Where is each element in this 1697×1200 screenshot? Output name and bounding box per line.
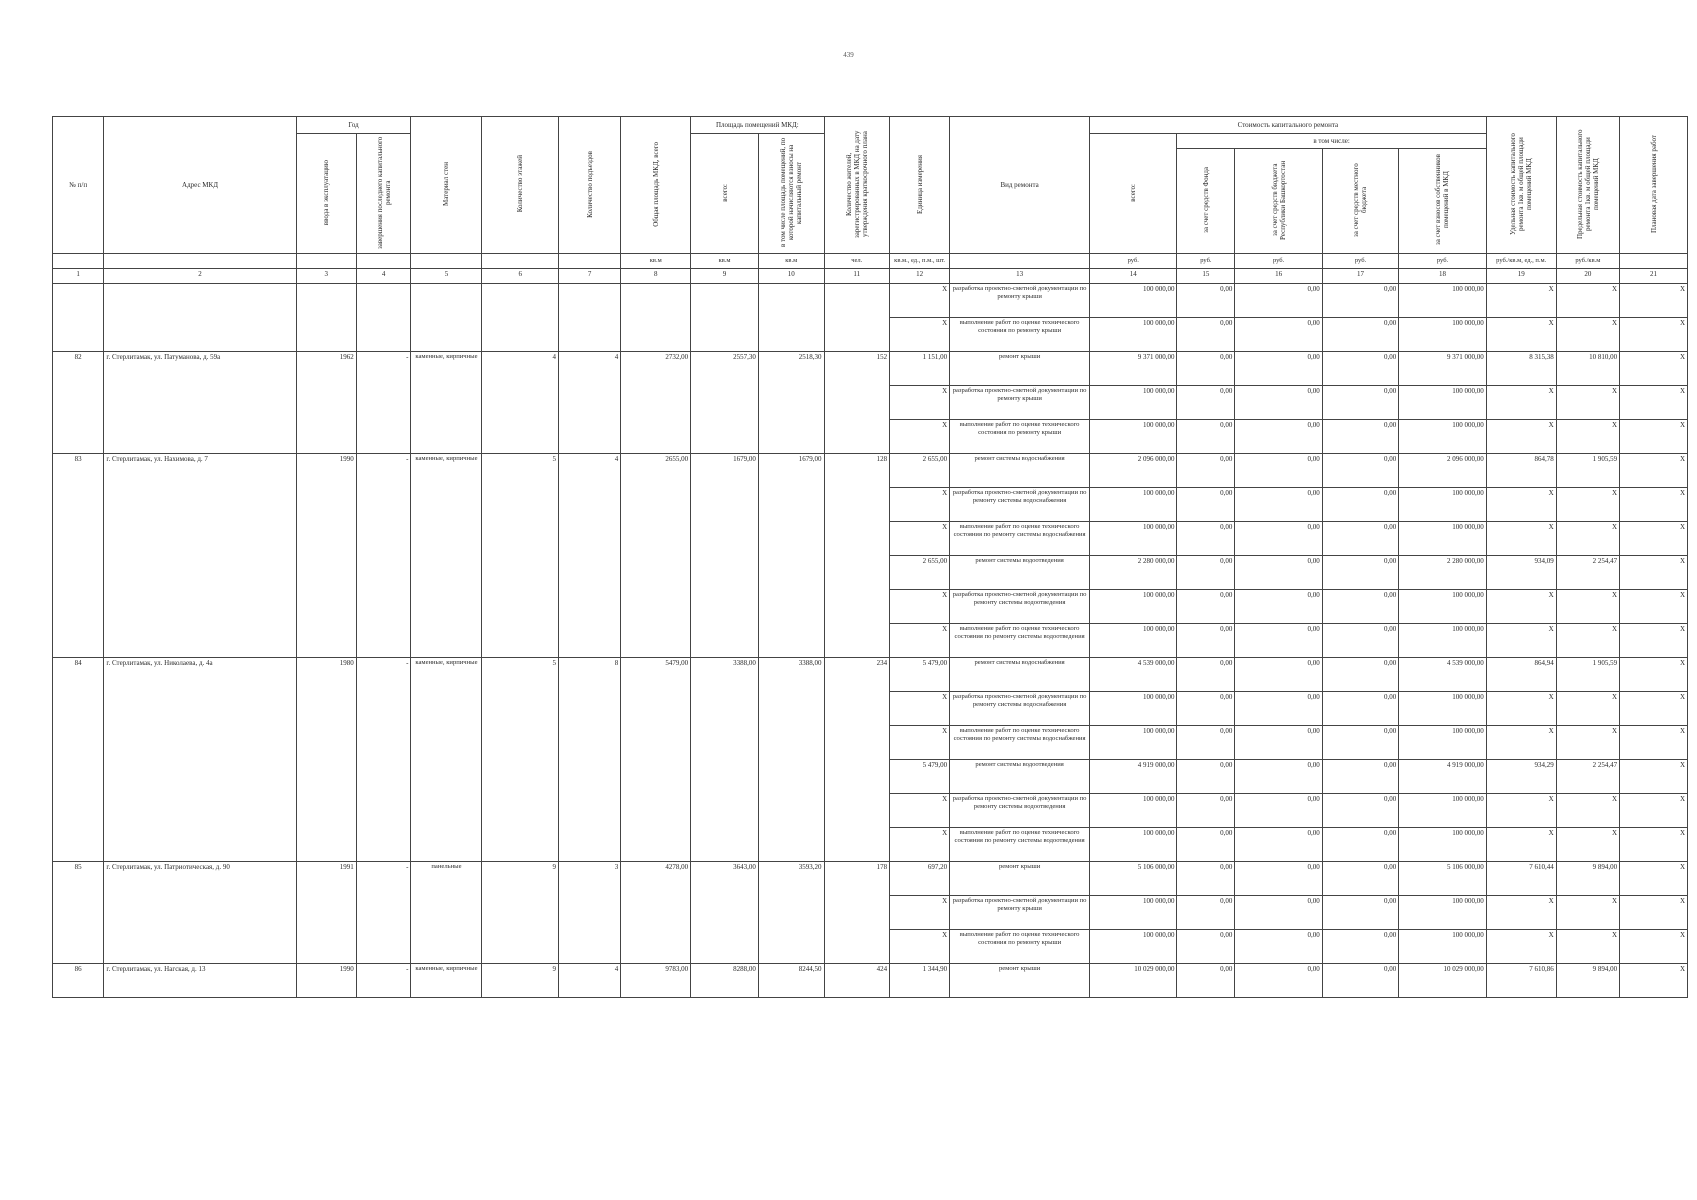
header-entrances: Количество подъездов [558,117,620,254]
table-row: X выполнение работ по оценке технического состояния по ремонту системы водоотведения 100 000,00 0,00 0,00 0,00 100 000,00 X X X [53,624,1688,658]
unit-12: кв.м., ед., п.м., шт. [890,254,950,269]
unit-10: кв.м [758,254,824,269]
header-limit-cost: Предельная стоимость капитального ремонта 1кв. м общей площади помещений МКД [1556,117,1619,254]
header-unit: Единица измерения [890,117,950,254]
table-row: X разработка проектно-сметной документации по ремонту крыши 100 000,00 0,00 0,00 0,00 100 000,00 X X X [53,386,1688,420]
table-row: X выполнение работ по оценке технического состояния по ремонту крыши 100 000,00 0,00 0,00 0,00 100 000,00 X X X [53,930,1688,964]
table-row: 85 г. Стерлитамак, ул. Патриотическая, д. 90 1991 - панельные 9 3 4278,00 3643,00 3593,20 178 697,20 ремонт крыши 5 106 000,00 0,00 0,00 0,00 5 106 000,00 7 610,44 9 894,00 X [53,862,1688,896]
table-row: X разработка проектно-сметной документации по ремонту крыши 100 000,00 0,00 0,00 0,00 100 000,00 X X X [53,896,1688,930]
unit-18: руб. [1399,254,1486,269]
table-row: 5 479,00 ремонт системы водоотведения 4 919 000,00 0,00 0,00 0,00 4 919 000,00 934,29 2 254,47 X [53,760,1688,794]
header-wall: Материал стен [411,117,482,254]
table-row: X выполнение работ по оценке технического состояния по ремонту крыши 100 000,00 0,00 0,00 0,00 100 000,00 X X X [53,318,1688,352]
header-republic-budget: за счет средств бюджета Республики Башкортостан [1235,149,1322,254]
capital-repair-table [52,116,1688,998]
header-cost: Стоимость капитального ремонта [1090,117,1487,134]
unit-9: кв.м [691,254,759,269]
table-row: X выполнение работ по оценке технического состояния по ремонту системы водоснабжения 100 000,00 0,00 0,00 0,00 100 000,00 X X X [53,522,1688,556]
table-row: 82 г. Стерлитамак, ул. Патуманова, д. 59а 1962 - каменные, кирпичные 4 4 2732,00 2557,30 2518,30 152 1 151,00 ремонт крыши 9 371 000,00 0,00 0,00 0,00 9 371 000,00 8 315,38 10 810,00 X [53,352,1688,386]
table-row: X разработка проектно-сметной документации по ремонту системы водоснабжения 100 000,00 0,00 0,00 0,00 100 000,00 X X X [53,692,1688,726]
table-row: X выполнение работ по оценке технического состояния по ремонту системы водоотведения 100 000,00 0,00 0,00 0,00 100 000,00 X X X [53,828,1688,862]
page-number: 439 [843,51,854,59]
header-local-budget: за счет средств местного бюджета [1322,149,1398,254]
header-owners: за счет взносов собственников помещений в МКД [1399,149,1486,254]
table-row: 86 г. Стерлитамак, ул. Нагская, д. 13 1990 - каменные, кирпичные 9 4 9783,00 8288,00 8244,50 424 1 344,90 ремонт крыши 10 029 000,00 0,00 0,00 0,00 10 029 000,00 7 610,86 9 894,00 X [53,964,1688,998]
header-floors: Количество этажей [482,117,558,254]
header-residents: Количество жителей, зарегистрированных в МКД на дату утверждения краткосрочного плана [824,117,890,254]
table-row: X разработка проектно-сметной документации по ремонту системы водоотведения 100 000,00 0,00 0,00 0,00 100 000,00 X X X [53,794,1688,828]
unit-16: руб. [1235,254,1322,269]
table-row: X выполнение работ по оценке технического состояния по ремонту системы водоснабжения 100 000,00 0,00 0,00 0,00 100 000,00 X X X [53,726,1688,760]
unit-19: руб./кв.м, ед., п.м. [1486,254,1556,269]
header-premises-total: всего: [691,134,759,254]
unit-14: руб. [1090,254,1177,269]
table-row: X выполнение работ по оценке технического состояния по ремонту крыши 100 000,00 0,00 0,00 0,00 100 000,00 X X X [53,420,1688,454]
unit-15: руб. [1177,254,1235,269]
header-premises-contrib: в том числе площадь помещений, по которой начисляются взносы на капитальный ремонт [758,134,824,254]
header-cost-total: всего: [1090,134,1177,254]
header-total-area: Общая площадь МКД, всего [621,117,691,254]
table-row: X разработка проектно-сметной документации по ремонту системы водоотведения 100 000,00 0,00 0,00 0,00 100 000,00 X X X [53,590,1688,624]
table-row: 84 г. Стерлитамак, ул. Николаева, д. 4а 1980 - каменные, кирпичные 5 8 5479,00 3388,00 3388,00 234 5 479,00 ремонт системы водоснабжения 4 539 000,00 0,00 0,00 0,00 4 539 000,00 864,94 1 905,59 X [53,658,1688,692]
table-row: 2 655,00 ремонт системы водоотведения 2 280 000,00 0,00 0,00 0,00 2 280 000,00 934,09 2 254,47 X [53,556,1688,590]
header-repair-type: Вид ремонта [950,117,1090,254]
header-unit-cost: Удельная стоимость капитального ремонта 1кв. м общей площади помещений МКД [1486,117,1556,254]
header-year-commission: ввода в эксплуатацию [296,134,356,254]
unit-17: руб. [1322,254,1398,269]
header-num: № п/п [53,117,104,254]
table-row: X разработка проектно-сметной документации по ремонту системы водоснабжения 100 000,00 0,00 0,00 0,00 100 000,00 X X X [53,488,1688,522]
unit-8: кв.м [621,254,691,269]
header-including: в том числе: [1177,134,1486,149]
header-premises-area: Площадь помещений МКД: [691,117,824,134]
header-fund: за счет средств Фонда [1177,149,1235,254]
header-year: Год [296,117,411,134]
unit-11: чел. [824,254,890,269]
column-numbers-row: 1 2 3 4 5 6 7 8 9 10 11 12 13 14 15 16 17 18 19 20 21 [53,269,1688,284]
table-row: 83 г. Стерлитамак, ул. Нахимова, д. 7 1990 - каменные, кирпичные 5 4 2655,00 1679,00 1679,00 128 2 655,00 ремонт системы водоснабжения 2 096 000,00 0,00 0,00 0,00 2 096 000,00 864,78 1 905,59 X [53,454,1688,488]
header-address: Адрес МКД [104,117,296,254]
table-row: X разработка проектно-сметной документации по ремонту крыши 100 000,00 0,00 0,00 0,00 100 000,00 X X X [53,284,1688,318]
header-year-last-repair: завершения последнего капитального ремонта [356,134,411,254]
unit-20: руб./кв.м [1556,254,1619,269]
header-plan-date: Плановая дата завершения работ [1620,117,1688,254]
